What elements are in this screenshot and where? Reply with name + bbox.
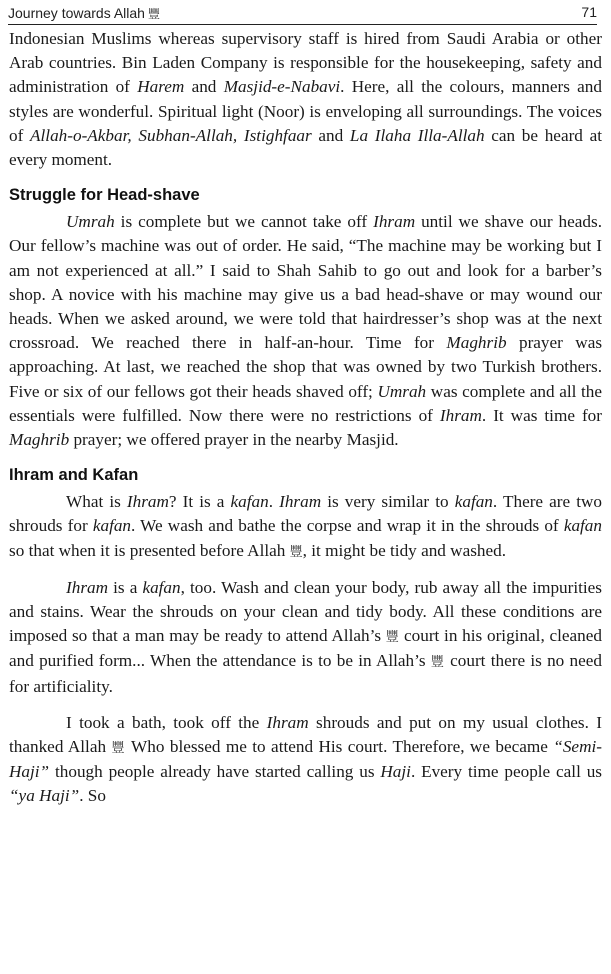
italic-term: kafan bbox=[92, 516, 132, 536]
italic-term: Ihram bbox=[66, 577, 109, 597]
italic-term: Maghrib bbox=[9, 430, 70, 450]
text-run: is very similar to bbox=[321, 492, 455, 512]
paragraph bbox=[9, 490, 602, 564]
italic-term: kafan bbox=[563, 516, 602, 536]
italic-term: Umrah bbox=[377, 381, 427, 401]
text-run: and bbox=[311, 125, 350, 145]
italic-term: Ihram bbox=[266, 712, 309, 732]
text-run: ? It is a bbox=[168, 492, 231, 512]
text-run: so that when it is presented before Allah bbox=[9, 540, 290, 560]
running-title-text: Journey towards Allah bbox=[8, 5, 145, 21]
italic-term: Allah-o-Akbar, Subhan-Allah, Istighfaar bbox=[30, 125, 312, 145]
paragraph bbox=[9, 27, 602, 172]
honorific-glyph-icon: 豐 bbox=[430, 654, 445, 670]
italic-term: kafan bbox=[142, 577, 181, 597]
running-title bbox=[8, 5, 160, 22]
paragraph bbox=[9, 576, 602, 699]
page-number: 71 bbox=[581, 4, 597, 20]
text-run: . It was time for bbox=[481, 405, 602, 425]
italic-term: Masjid-e-Nabavi bbox=[223, 77, 341, 97]
honorific-glyph-icon: 豐 bbox=[147, 7, 160, 21]
text-run: , it might be tidy and washed. bbox=[302, 540, 507, 560]
text-run: court there is no need for artificiality. bbox=[9, 651, 602, 696]
text-run: What is bbox=[66, 492, 127, 512]
text-run: . bbox=[268, 492, 280, 512]
text-run: , too. Wash and clean your body, rub away all the impurities and stains. Wear the shrouds on your clean and tidy body. All these conditions are imposed so that a man may be ready to attend Allah’s bbox=[9, 577, 602, 646]
text-run: . We wash and bathe the corpse and wrap it in the shrouds of bbox=[131, 516, 564, 536]
honorific-glyph-icon: 豐 bbox=[289, 543, 303, 559]
section-heading-ihram-kafan: Ihram and Kafan bbox=[9, 466, 139, 485]
text-run: . There are two shrouds for bbox=[9, 492, 603, 536]
page-body bbox=[9, 27, 602, 809]
italic-term: La Ilaha Illa-Allah bbox=[349, 125, 485, 145]
text-run: . Here, all the colours, manners and styles are wonderful. Spiritual light (Noor) is enveloping all surroundings. The voices of bbox=[9, 77, 602, 145]
honorific-glyph-icon: 豐 bbox=[385, 629, 400, 645]
italic-term: kafan bbox=[230, 492, 269, 512]
text-run: I took a bath, took off the bbox=[66, 712, 267, 732]
text-run: Who blessed me to attend His court. Therefore, we became bbox=[125, 737, 554, 757]
text-run: prayer; we offered prayer in the nearby Masjid. bbox=[69, 430, 399, 450]
text-run: though people already have started calling us bbox=[49, 762, 381, 782]
italic-term: Umrah bbox=[66, 212, 115, 232]
text-run: prayer was approaching. At last, we reached the shop that was owned by two Turkish brothers. Five or six of our fellows got their heads shaved off; bbox=[9, 333, 603, 401]
italic-term: Ihram bbox=[373, 212, 416, 232]
italic-term: Haji bbox=[380, 762, 411, 782]
italic-term: kafan bbox=[454, 492, 493, 512]
italic-term: “Semi-Haji” bbox=[9, 737, 602, 782]
text-run: until we shave our heads. Our fellow’s machine was out of order. He said, “The machine may be working but I am not experienced at all.” I said to Shah Sahib to go out and look for a barber’s shop. A novice with his machine may give us a bad head-shave or may wound our heads. When we asked around, we were told that hairdresser’s shop was at the next crossroad. We reached there in half-an-hour. Time for bbox=[9, 212, 602, 353]
paragraph bbox=[9, 210, 602, 452]
text-run: shrouds and put on my usual clothes. I thanked Allah bbox=[9, 712, 602, 757]
italic-term: Ihram bbox=[126, 492, 169, 512]
italic-term: Ihram bbox=[279, 492, 322, 512]
text-run: can be heard at every moment. bbox=[9, 125, 602, 170]
text-run: is a bbox=[108, 577, 143, 597]
running-header bbox=[8, 2, 597, 25]
honorific-glyph-icon: 豐 bbox=[111, 740, 126, 756]
text-run: . Every time people call us bbox=[410, 762, 602, 782]
italic-term: Ihram bbox=[439, 405, 482, 425]
italic-term: Maghrib bbox=[446, 333, 507, 353]
text-run: was complete and all the essentials were fulfilled. Now there were no restrictions of bbox=[9, 381, 602, 425]
text-run: . So bbox=[79, 786, 106, 806]
text-run: court in his original, cleaned and purified form... When the attendance is to be in Allah’s bbox=[9, 626, 602, 671]
italic-term: Harem bbox=[137, 77, 185, 97]
text-run: is complete but we cannot take off bbox=[114, 212, 374, 232]
text-run: Indonesian Muslims whereas supervisory staff is hired from Saudi Arabia or other Arab countries. Bin Laden Company is responsible for the housekeeping, safety and administration of bbox=[9, 29, 602, 97]
text-run: and bbox=[184, 77, 224, 97]
section-heading-head-shave: Struggle for Head-shave bbox=[9, 186, 200, 205]
paragraph bbox=[9, 711, 602, 809]
italic-term: “ya Haji” bbox=[9, 786, 80, 806]
